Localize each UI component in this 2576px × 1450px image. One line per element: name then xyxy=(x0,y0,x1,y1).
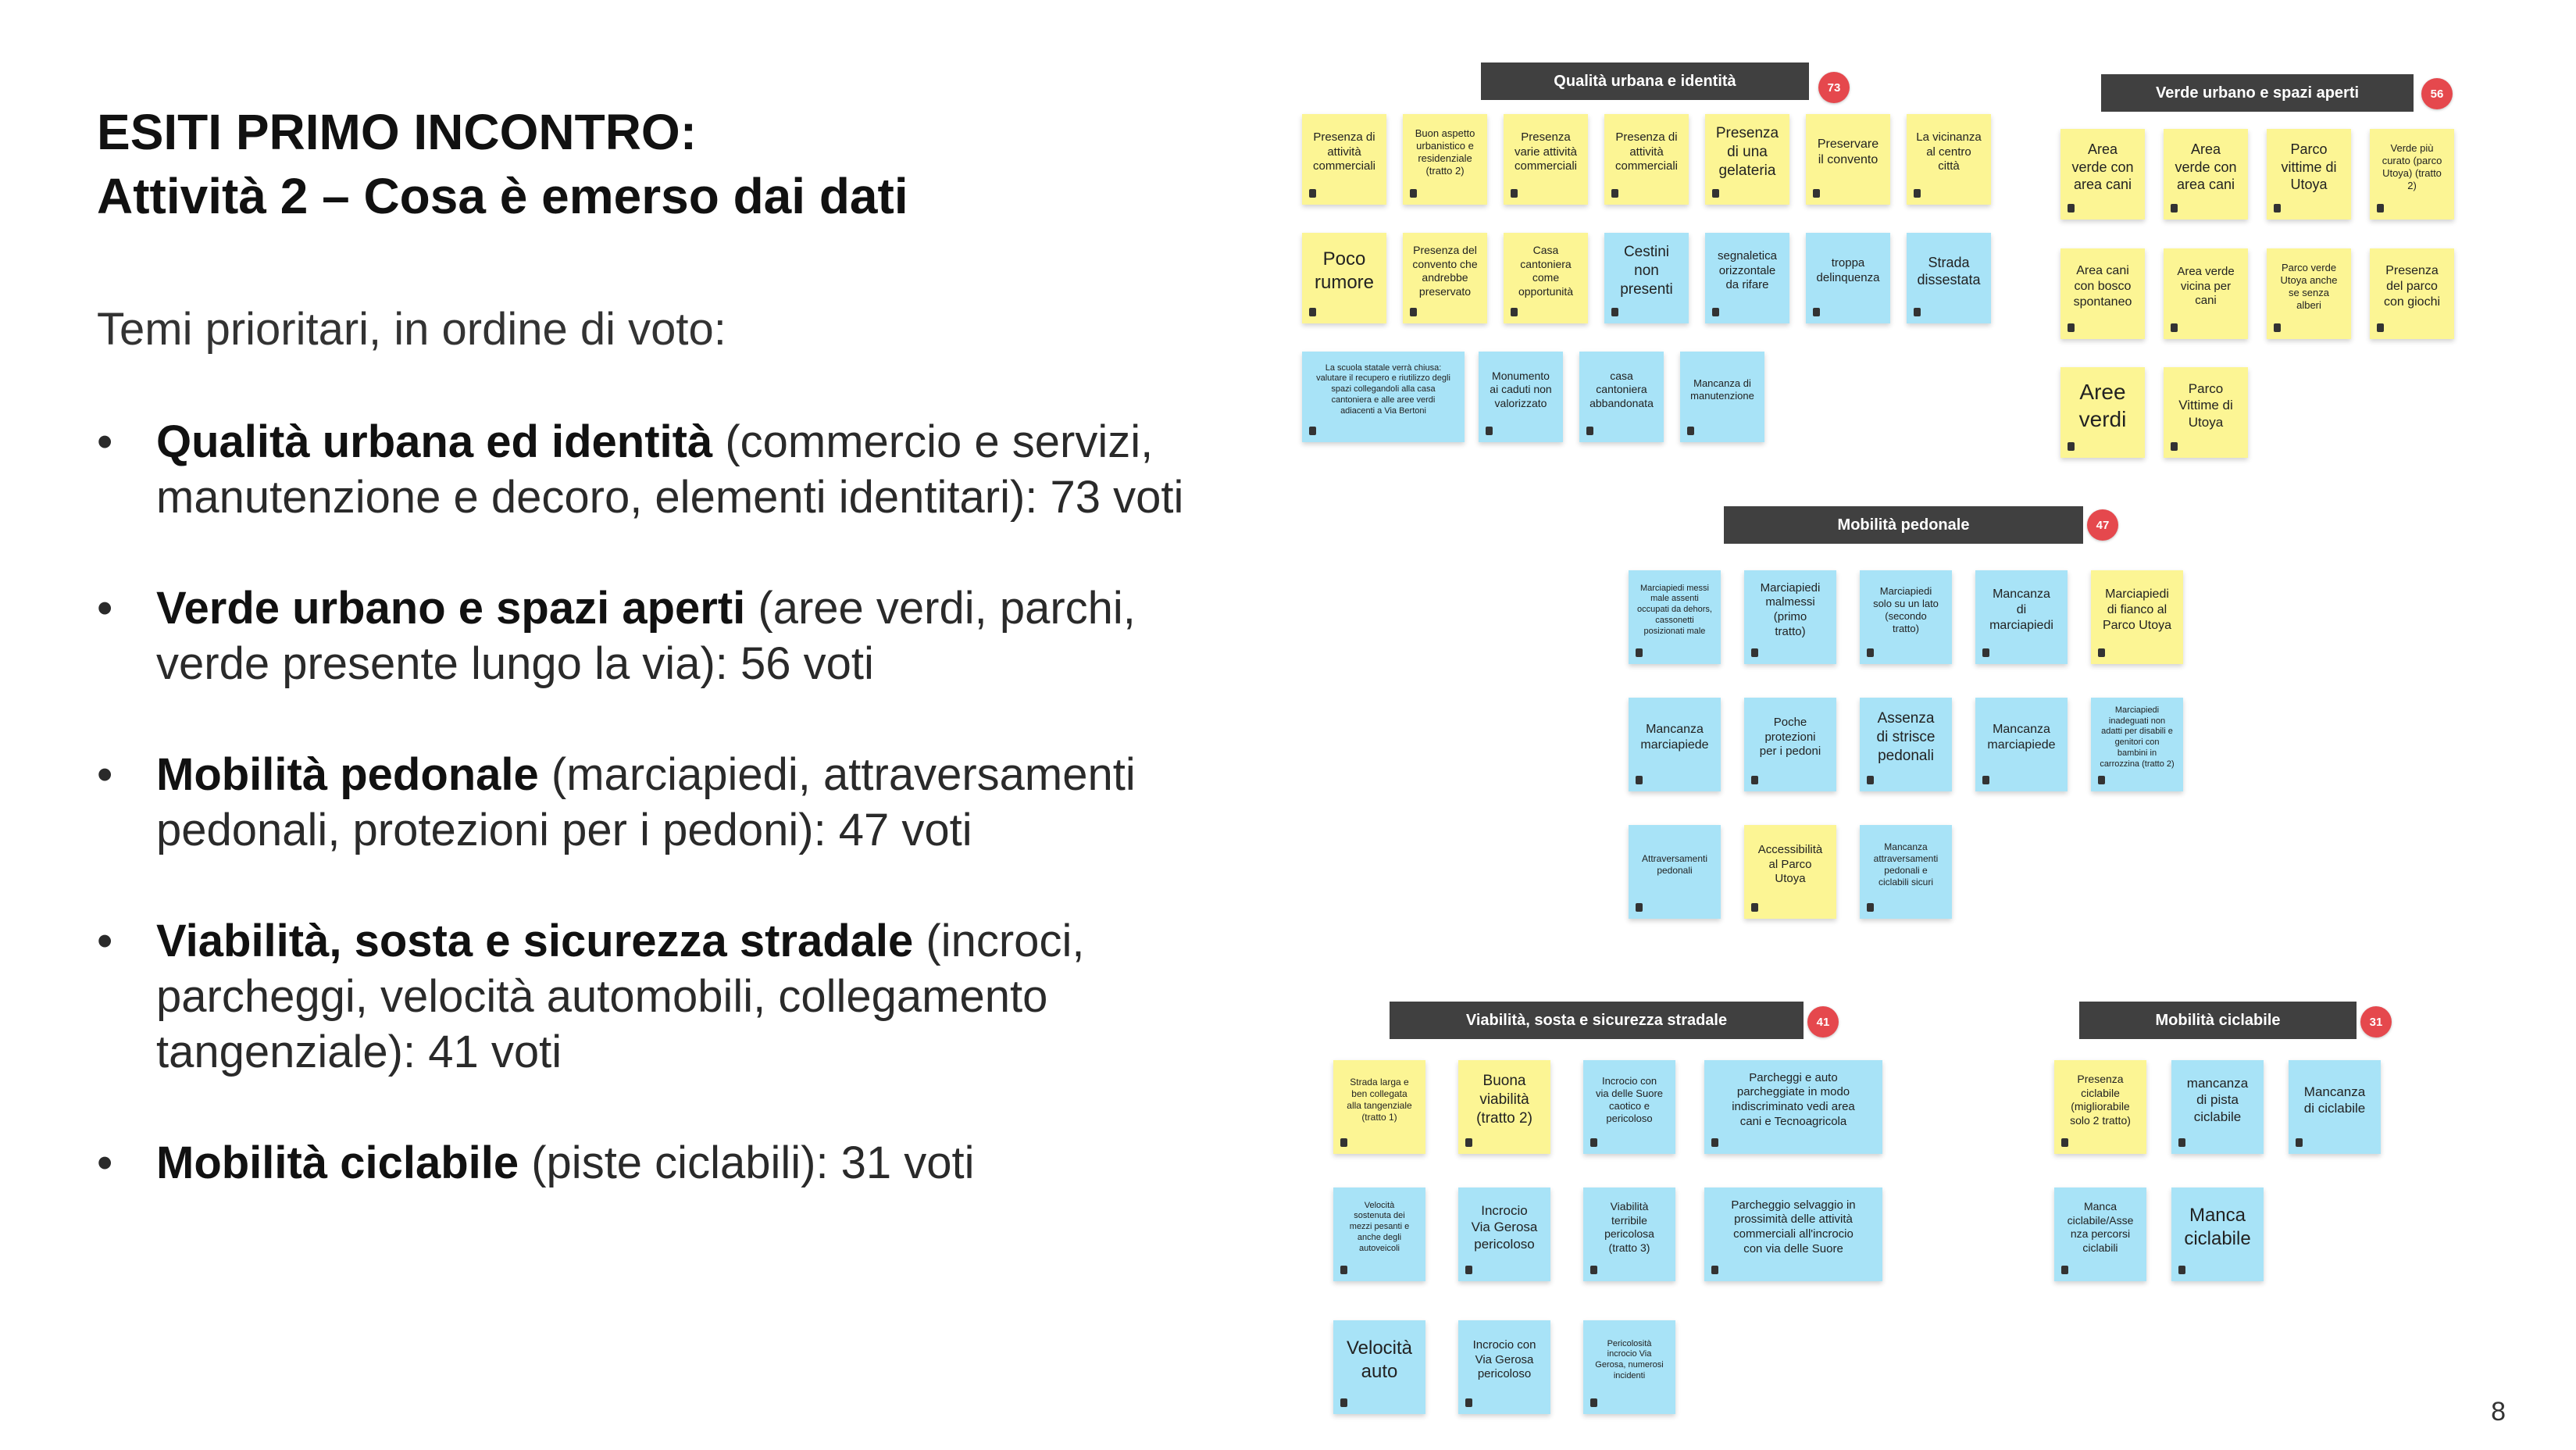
sticky-note[interactable] xyxy=(1604,233,1689,323)
sticky-note-text: Area cani con bosco spontaneo xyxy=(2073,264,2132,309)
author-icon xyxy=(1611,189,1618,198)
sticky-note[interactable] xyxy=(1907,233,1991,323)
group-header: Qualità urbana e identità xyxy=(1481,62,1809,100)
sticky-note[interactable] xyxy=(1302,233,1386,323)
sticky-note[interactable] xyxy=(1458,1320,1550,1414)
sticky-note-text: Mancanza marciapiede xyxy=(1987,723,2056,752)
sticky-note-text: Incrocio con Via Gerosa pericoloso xyxy=(1472,1338,1536,1381)
author-icon xyxy=(1712,308,1719,316)
sticky-note-text: Manca ciclabile/Asse nza percorsi ciclabili xyxy=(2067,1200,2134,1254)
sticky-note[interactable] xyxy=(1504,114,1588,205)
theme-description: (piste ciclabili): 31 voti xyxy=(519,1138,975,1188)
sticky-note-text: Accessibilità al Parco Utoya xyxy=(1757,842,1823,886)
sticky-note[interactable] xyxy=(2060,248,2145,339)
author-icon xyxy=(2098,776,2105,784)
author-icon xyxy=(1813,189,1820,198)
sticky-note-text: Poco rumore xyxy=(1314,248,1375,293)
sticky-note[interactable] xyxy=(1629,698,1721,791)
author-icon xyxy=(1511,189,1518,198)
theme-name: Qualità urbana ed identità xyxy=(156,416,713,467)
author-icon xyxy=(2171,204,2178,212)
sticky-note[interactable] xyxy=(2164,248,2248,339)
author-icon xyxy=(2377,323,2384,332)
sticky-note[interactable] xyxy=(1302,114,1386,205)
author-icon xyxy=(1813,308,1820,316)
author-icon xyxy=(1486,427,1493,435)
sticky-note[interactable] xyxy=(1579,352,1664,442)
sticky-note[interactable] xyxy=(2091,570,2183,664)
slide-subtitle: Temi prioritari, in ordine di voto: xyxy=(97,304,726,355)
author-icon xyxy=(1590,1266,1597,1274)
author-icon xyxy=(1340,1138,1347,1147)
sticky-note[interactable] xyxy=(2267,129,2351,220)
author-icon xyxy=(2068,323,2075,332)
group-header: Mobilità ciclabile xyxy=(2079,1002,2357,1039)
sticky-note-text: Buon aspetto urbanistico e residenziale (tratto 2) xyxy=(1415,127,1475,177)
theme-item xyxy=(97,414,1237,525)
sticky-note[interactable] xyxy=(2164,129,2248,220)
author-icon xyxy=(2068,204,2075,212)
vote-count-badge: 73 xyxy=(1818,72,1850,103)
sticky-note-text: casa cantoniera abbandonata xyxy=(1589,369,1654,409)
sticky-note-text: Assenza di strisce pedonali xyxy=(1876,710,1936,764)
group-header: Viabilità, sosta e sicurezza stradale xyxy=(1390,1002,1804,1039)
theme-name: Verde urbano e spazi aperti xyxy=(156,583,746,634)
sticky-note[interactable] xyxy=(1907,114,1991,205)
sticky-note-text: Marciapiedi malmessi (primo tratto) xyxy=(1760,580,1821,638)
author-icon xyxy=(1586,427,1593,435)
slide-title-line-2: Attività 2 – Cosa è emerso dai dati xyxy=(97,168,908,224)
author-icon xyxy=(2178,1266,2185,1274)
sticky-note-text: Mancanza di marciapiedi xyxy=(1989,588,2053,632)
sticky-note[interactable] xyxy=(1403,233,1487,323)
author-icon xyxy=(1465,1138,1472,1147)
sticky-note-text: Preservare il convento xyxy=(1817,138,1879,166)
author-icon xyxy=(1340,1266,1347,1274)
theme-name: Viabilità, sosta e sicurezza stradale xyxy=(156,916,914,966)
theme-item xyxy=(97,913,1237,1080)
sticky-note-text: Presenza del parco con giochi xyxy=(2383,264,2441,309)
sticky-note-text: Aree verdi xyxy=(2078,380,2127,431)
sticky-note[interactable] xyxy=(2370,129,2454,220)
author-icon xyxy=(1711,1266,1718,1274)
sticky-note[interactable] xyxy=(1744,825,1836,919)
author-icon xyxy=(1982,776,1989,784)
author-icon xyxy=(2296,1138,2303,1147)
sticky-note[interactable] xyxy=(1860,570,1952,664)
sticky-note[interactable] xyxy=(2060,367,2145,458)
sticky-note-text: Presenza del convento che andrebbe preservato xyxy=(1412,244,1478,298)
sticky-note[interactable] xyxy=(1705,233,1789,323)
author-icon xyxy=(2178,1138,2185,1147)
sticky-note-text: Presenza varie attività commerciali xyxy=(1514,130,1578,173)
sticky-note-text: Parcheggi e auto parcheggiate in modo indiscriminato vedi area cani e Tecnoagricola xyxy=(1732,1070,1855,1128)
sticky-note-text: Strada larga e ben collegata alla tangenziale (tratto 1) xyxy=(1347,1077,1412,1123)
sticky-note[interactable] xyxy=(1704,1060,1882,1154)
author-icon xyxy=(1867,648,1874,657)
theme-name: Mobilità ciclabile xyxy=(156,1138,519,1188)
sticky-note-text: Area verde con area cani xyxy=(2071,141,2134,193)
sticky-note[interactable] xyxy=(2054,1188,2146,1281)
vote-count-badge: 47 xyxy=(2087,509,2118,541)
theme-name: Mobilità pedonale xyxy=(156,749,539,800)
author-icon xyxy=(1687,427,1694,435)
sticky-note[interactable] xyxy=(1744,570,1836,664)
sticky-note-text: Velocità auto xyxy=(1346,1338,1413,1382)
author-icon xyxy=(1410,189,1417,198)
author-icon xyxy=(1636,903,1643,912)
sticky-note-text: La scuola statale verrà chiusa: valutare il recupero e riutilizzo degli spazi collegandoli alla casa cantoniera e alle aree verdi adiacenti a Via Bertoni xyxy=(1316,362,1450,416)
theme-item xyxy=(97,1135,1237,1191)
sticky-note[interactable] xyxy=(1583,1188,1675,1281)
author-icon xyxy=(2274,323,2281,332)
sticky-note-text: Incrocio Via Gerosa pericoloso xyxy=(1471,1203,1538,1252)
author-icon xyxy=(1751,776,1758,784)
sticky-note[interactable] xyxy=(1583,1320,1675,1414)
sticky-note-text: Marciapiedi messi male assenti occupati da dehors, cassonetti posizionati male xyxy=(1636,583,1712,636)
sticky-note[interactable] xyxy=(1744,698,1836,791)
author-icon xyxy=(1611,308,1618,316)
sticky-note-text: Area verde con area cani xyxy=(2175,141,2237,193)
sticky-note[interactable] xyxy=(1806,233,1890,323)
sticky-note-text: Area verde vicina per cani xyxy=(2177,264,2235,308)
sticky-note-text: Parcheggio selvaggio in prossimità delle attività commerciali all'incrocio con via delle Suore xyxy=(1731,1198,1856,1255)
theme-description: (incroci, parcheggi, velocità automobili, collegamento tangenziale): 41 voti xyxy=(156,916,1085,1077)
vote-count-badge: 31 xyxy=(2360,1006,2392,1038)
author-icon xyxy=(1867,776,1874,784)
sticky-note[interactable] xyxy=(1680,352,1764,442)
sticky-note[interactable] xyxy=(2267,248,2351,339)
sticky-note[interactable] xyxy=(1403,114,1487,205)
sticky-note[interactable] xyxy=(1705,114,1789,205)
sticky-note[interactable] xyxy=(1806,114,1890,205)
sticky-note[interactable] xyxy=(2370,248,2454,339)
sticky-note-text: Parco verde Utoya anche se senza alberi xyxy=(2280,261,2338,312)
sticky-note[interactable] xyxy=(2171,1188,2264,1281)
author-icon xyxy=(1914,308,1921,316)
sticky-note-text: Cestini non presenti xyxy=(1620,244,1673,298)
sticky-note[interactable] xyxy=(1704,1188,1882,1281)
author-icon xyxy=(1465,1398,1472,1407)
sticky-note-text: segnaletica orizzontale da rifare xyxy=(1718,248,1777,292)
bullet-icon: • xyxy=(97,583,113,634)
author-icon xyxy=(1636,648,1643,657)
vote-count-badge: 41 xyxy=(1807,1006,1839,1038)
sticky-note[interactable] xyxy=(2171,1060,2264,1154)
sticky-note-text: Parco vittime di Utoya xyxy=(2281,141,2337,193)
sticky-note-text: La vicinanza al centro città xyxy=(1916,130,1982,173)
bullet-icon: • xyxy=(97,749,113,800)
author-icon xyxy=(1636,776,1643,784)
sticky-note-text: Viabilità terribile pericolosa (tratto 3) xyxy=(1604,1200,1654,1254)
sticky-note-text: mancanza di pista ciclabile xyxy=(2186,1076,2249,1124)
sticky-note[interactable] xyxy=(2054,1060,2146,1154)
author-icon xyxy=(1309,308,1316,316)
bullet-icon: • xyxy=(97,916,113,966)
bullet-icon: • xyxy=(97,1138,113,1188)
group-header: Verde urbano e spazi aperti xyxy=(2101,74,2414,112)
sticky-note[interactable] xyxy=(1629,570,1721,664)
bullet-icon: • xyxy=(97,416,113,467)
sticky-note[interactable] xyxy=(2060,129,2145,220)
author-icon xyxy=(1982,648,1989,657)
sticky-note-text: Velocità sostenuta dei mezzi pesanti e anche degli autoveicoli xyxy=(1349,1200,1410,1253)
author-icon xyxy=(2377,204,2384,212)
sticky-note-text: Pericolosità incrocio Via Gerosa, numerosi incidenti xyxy=(1595,1338,1664,1380)
sticky-note[interactable] xyxy=(1629,825,1721,919)
sticky-note-text: troppa delinquenza xyxy=(1816,256,1880,284)
sticky-note[interactable] xyxy=(1975,698,2068,791)
sticky-note-text: Attraversamenti pedonali xyxy=(1641,853,1708,876)
theme-item xyxy=(97,747,1237,858)
sticky-note-text: Marciapiedi solo su un lato (secondo tratto) xyxy=(1873,584,1939,635)
author-icon xyxy=(1867,903,1874,912)
sticky-note[interactable] xyxy=(1860,825,1952,919)
author-icon xyxy=(2098,648,2105,657)
theme-item xyxy=(97,580,1237,691)
page-number: 8 xyxy=(2491,1397,2506,1427)
sticky-note-text: Casa cantoniera come opportunità xyxy=(1518,244,1574,298)
sticky-note[interactable] xyxy=(1333,1188,1425,1281)
author-icon xyxy=(1340,1398,1347,1407)
sticky-note-text: Mancanza attraversamenti pedonali e ciclabili sicuri xyxy=(1873,841,1939,888)
author-icon xyxy=(2061,1138,2068,1147)
sticky-note-text: Mancanza marciapiede xyxy=(1640,723,1709,752)
sticky-note-text: Marciapiedi inadeguati non adatti per disabili e genitori con bambini in carrozzina (tratto 2) xyxy=(2100,705,2175,769)
sticky-note-text: Monumento ai caduti non valorizzato xyxy=(1490,369,1552,409)
sticky-note-text: Poche protezioni per i pedoni xyxy=(1759,715,1821,759)
theme-description: (aree verdi, parchi, verde presente lungo la via): 56 voti xyxy=(156,583,1136,689)
group-header: Mobilità pedonale xyxy=(1724,506,2083,544)
sticky-note[interactable] xyxy=(2164,367,2248,458)
sticky-note-text: Mancanza di ciclabile xyxy=(2303,1084,2366,1116)
sticky-note[interactable] xyxy=(1458,1188,1550,1281)
author-icon xyxy=(1751,648,1758,657)
author-icon xyxy=(1410,308,1417,316)
sticky-note[interactable] xyxy=(2289,1060,2381,1154)
author-icon xyxy=(1711,1138,1718,1147)
author-icon xyxy=(2068,442,2075,451)
sticky-note[interactable] xyxy=(1604,114,1689,205)
sticky-note-text: Mancanza di manutenzione xyxy=(1690,377,1754,402)
author-icon xyxy=(2061,1266,2068,1274)
sticky-note-text: Presenza di attività commerciali xyxy=(1312,130,1375,173)
author-icon xyxy=(1914,189,1921,198)
author-icon xyxy=(2171,442,2178,451)
sticky-note[interactable] xyxy=(1583,1060,1675,1154)
sticky-note-text: Strada dissestata xyxy=(1917,254,1981,288)
sticky-note-text: Incrocio con via delle Suore caotico e pericoloso xyxy=(1596,1074,1663,1125)
author-icon xyxy=(1751,903,1758,912)
vote-count-badge: 56 xyxy=(2421,78,2453,109)
slide-title xyxy=(97,100,1222,228)
sticky-note[interactable] xyxy=(1302,352,1465,442)
sticky-note-text: Presenza di attività commerciali xyxy=(1614,130,1678,173)
author-icon xyxy=(1309,427,1316,435)
sticky-note[interactable] xyxy=(1479,352,1563,442)
author-icon xyxy=(1511,308,1518,316)
sticky-note[interactable] xyxy=(1975,570,2068,664)
author-icon xyxy=(1465,1266,1472,1274)
sticky-note-text: Marciapiedi di fianco al Parco Utoya xyxy=(2102,588,2172,632)
sticky-note[interactable] xyxy=(1504,233,1588,323)
theme-description: (marciapiedi, attraversamenti pedonali, protezioni per i pedoni): 47 voti xyxy=(156,749,1136,855)
sticky-note[interactable] xyxy=(1333,1060,1425,1154)
theme-list xyxy=(97,414,1237,1191)
author-icon xyxy=(1590,1138,1597,1147)
sticky-note[interactable] xyxy=(1333,1320,1425,1414)
slide-title-line-1: ESITI PRIMO INCONTRO: xyxy=(97,104,697,160)
sticky-note-text: Buona viabilità (tratto 2) xyxy=(1476,1073,1532,1127)
author-icon xyxy=(1309,189,1316,198)
sticky-note-text: Presenza ciclabile (migliorabile solo 2 tratto) xyxy=(2070,1073,2131,1127)
author-icon xyxy=(2274,204,2281,212)
sticky-note-text: Presenza di una gelateria xyxy=(1715,125,1779,179)
theme-description: (commercio e servizi, manutenzione e decoro, elementi identitari): 73 voti xyxy=(156,416,1184,523)
sticky-note-text: Manca ciclabile xyxy=(2184,1205,2251,1249)
author-icon xyxy=(1590,1398,1597,1407)
author-icon xyxy=(2171,323,2178,332)
author-icon xyxy=(1712,189,1719,198)
sticky-note[interactable] xyxy=(1458,1060,1550,1154)
sticky-note-text: Verde più curato (parco Utoya) (tratto 2) xyxy=(2382,141,2442,192)
sticky-note[interactable] xyxy=(2091,698,2183,791)
sticky-note-text: Parco Vittime di Utoya xyxy=(2178,381,2233,430)
sticky-note[interactable] xyxy=(1860,698,1952,791)
